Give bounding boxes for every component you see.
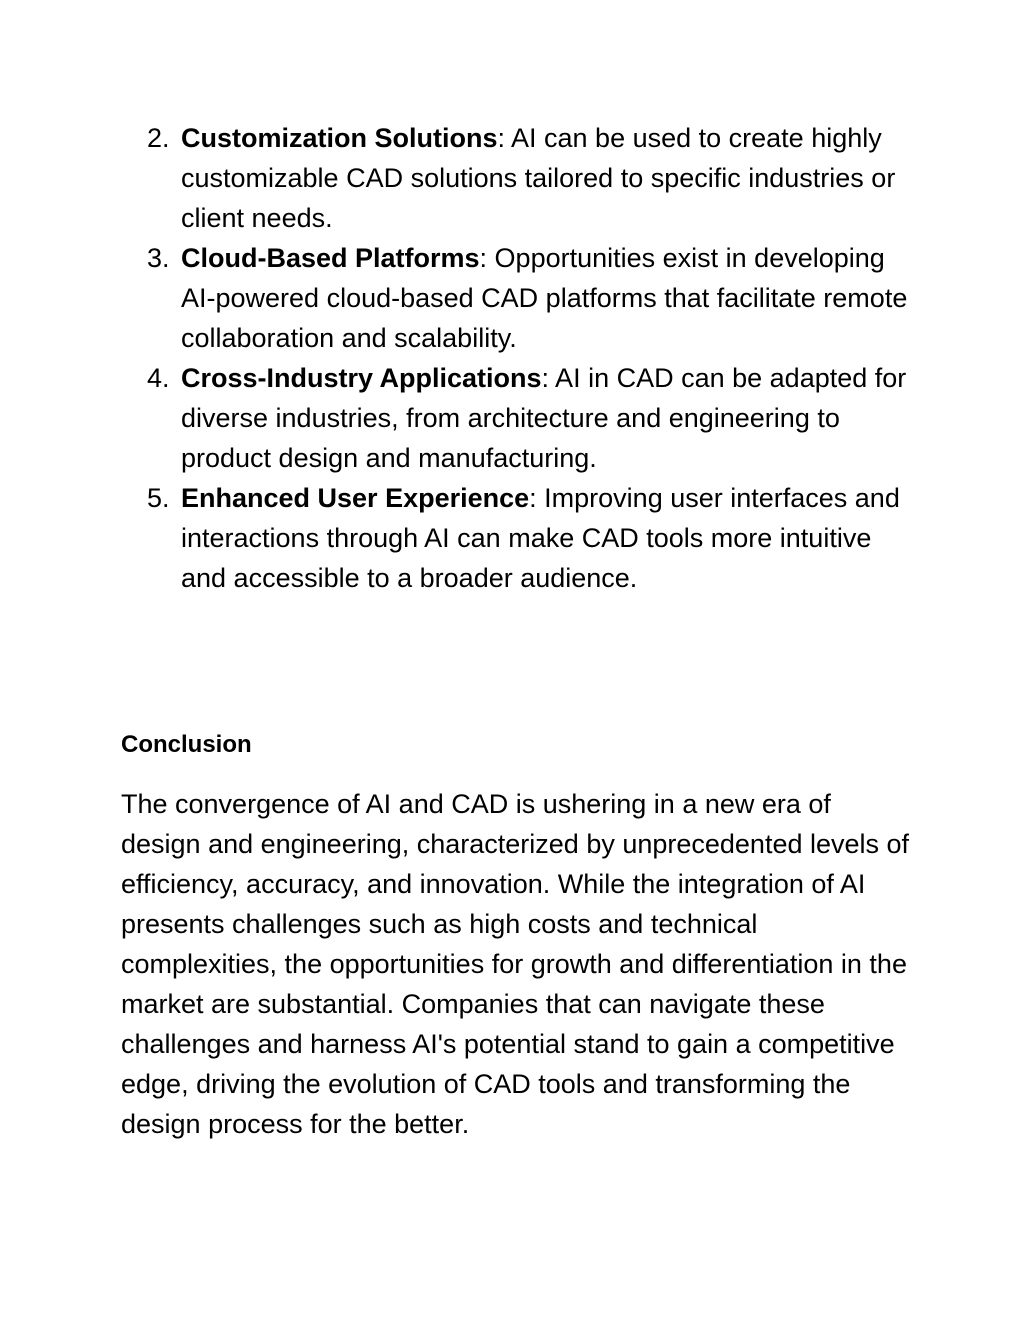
list-item-body (181, 118, 911, 238)
conclusion-paragraph: The convergence of AI and CAD is ushering in a new era of design and engineering, characterized by unprecedented levels of efficiency, accuracy, and innovation. While the integration of AI presents challenges such as high costs and technical complexities, the opportunities for growth and differentiation in the market are substantial. Companies that can navigate these challenges and harness AI's potential stand to gain a competitive edge, driving the evolution of CAD tools and transforming the design process for the better. (121, 789, 910, 1139)
list-item-term: Customization Solutions (181, 123, 498, 153)
list-item (121, 478, 911, 598)
list-item-number: 5. (147, 483, 170, 513)
list-item-text: : AI can be used to create highly customizable CAD solutions tailored to specific industries or client needs. (181, 123, 896, 233)
list-item-number: 3. (147, 243, 170, 273)
list-item (121, 358, 911, 478)
list-item-number: 2. (147, 123, 170, 153)
list-item (121, 238, 911, 358)
list-item-term: Cloud-Based Platforms (181, 243, 480, 273)
list-item (121, 118, 911, 238)
list-item-text: : AI in CAD can be adapted for diverse industries, from architecture and engineering to product design and manufacturing. (181, 363, 907, 473)
list-item-number: 4. (147, 363, 170, 393)
list-item-text: : Improving user interfaces and interactions through AI can make CAD tools more intuitive and accessible to a broader audience. (181, 483, 900, 593)
list-item-body (181, 238, 911, 358)
conclusion-heading: Conclusion (121, 731, 252, 758)
list-item-body (181, 478, 911, 598)
opportunities-list (121, 118, 911, 598)
list-item-body (181, 358, 911, 478)
list-item-text: : Opportunities exist in developing AI-powered cloud-based CAD platforms that facilitate remote collaboration and scalability. (181, 243, 908, 353)
list-item-term: Enhanced User Experience (181, 483, 530, 513)
list-item-term: Cross-Industry Applications (181, 363, 542, 393)
